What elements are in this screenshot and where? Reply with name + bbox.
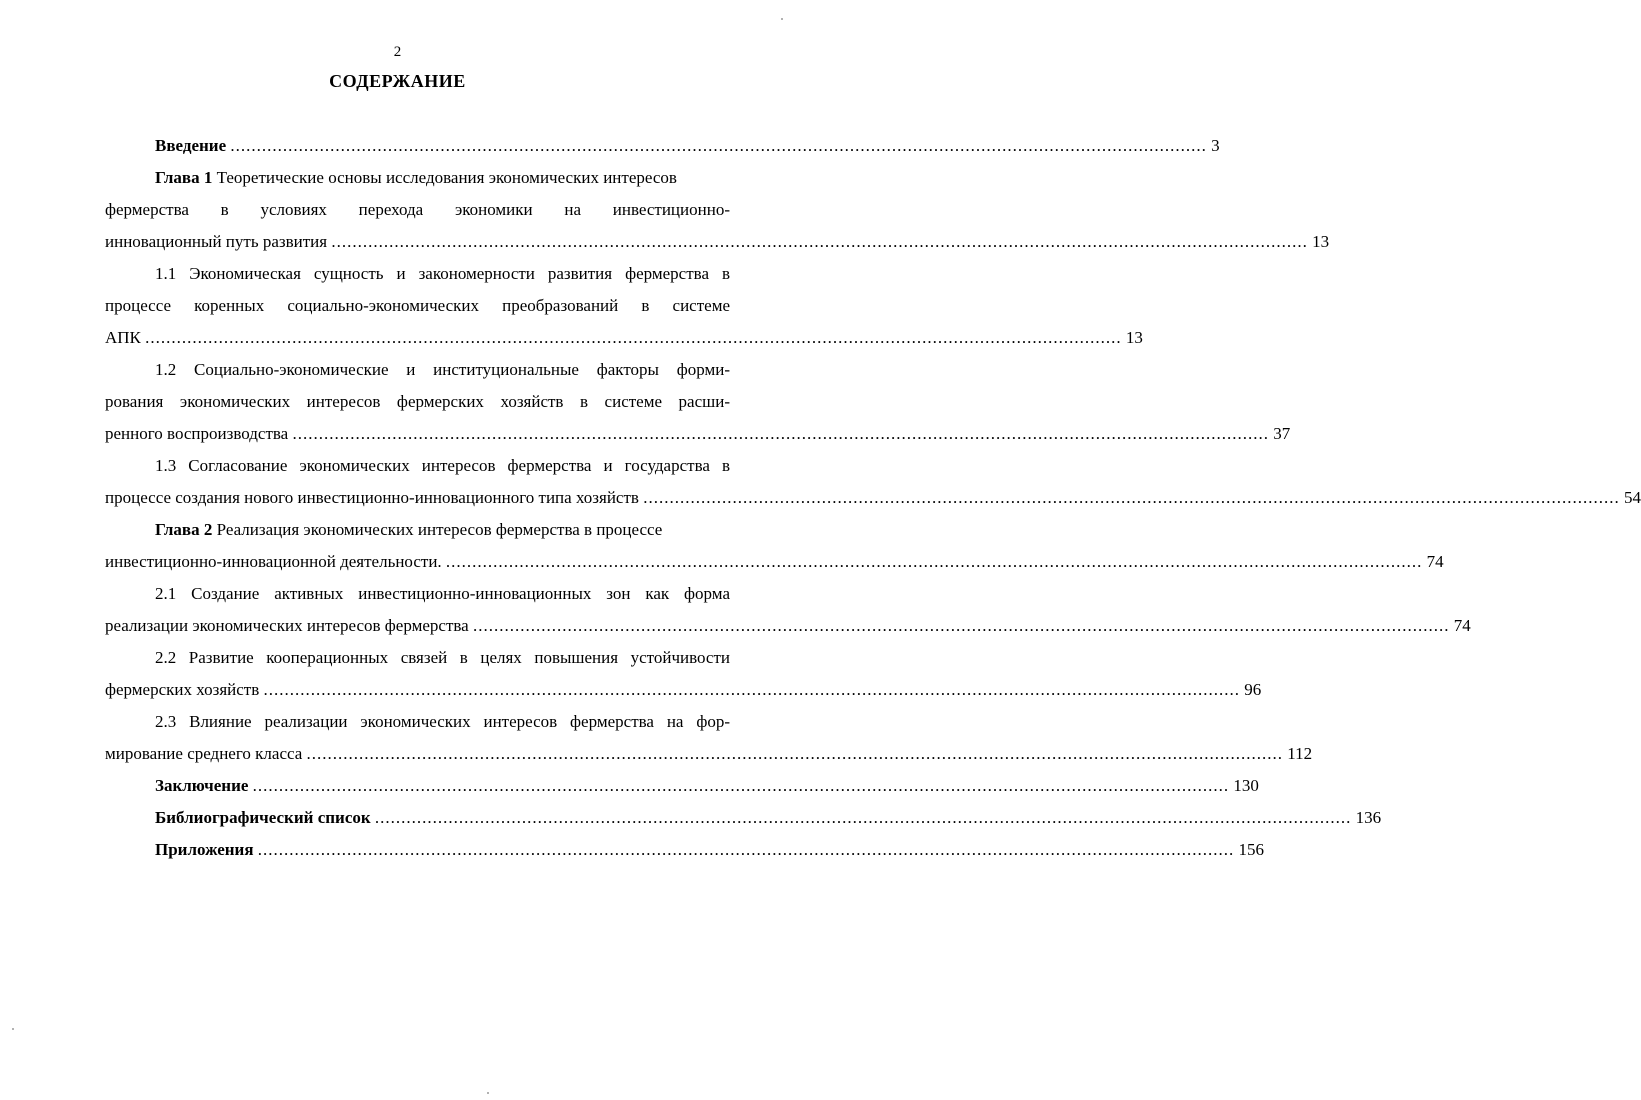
toc-entry-section-1-1: [105, 258, 1143, 354]
dot-leader: [446, 552, 1423, 571]
toc-text: рования экономических интересов фермерских хозяйств в системе расши-: [105, 392, 730, 411]
toc-page: 156: [1238, 840, 1265, 859]
toc-text: инновационный путь развития: [105, 232, 332, 251]
toc-text: 2.2 Развитие кооперационных связей в целях повышения устойчивости: [155, 648, 730, 667]
toc-page: 13: [1312, 232, 1330, 251]
toc-text: Реализация экономических интересов фермерства в процессе: [216, 520, 663, 539]
toc-entry-chapter-1: [105, 162, 1330, 258]
toc-page: 54: [1623, 488, 1641, 507]
toc-text: мирование среднего класса: [105, 744, 303, 763]
dot-leader: [331, 232, 1308, 251]
toc-text: фермерства в условиях перехода экономики на инвестиционно-: [105, 200, 730, 219]
toc-page: 136: [1355, 808, 1382, 827]
toc-entry-section-2-3: [105, 706, 1313, 770]
toc-label: Библиографический список: [155, 808, 371, 827]
toc-page: 13: [1125, 328, 1143, 347]
scan-speck: [487, 1092, 489, 1094]
toc-text: процессе создания нового инвестиционно-инновационного типа хозяйств: [105, 488, 639, 507]
toc-entry-section-1-2: [105, 354, 1291, 450]
toc-page: 37: [1273, 424, 1291, 443]
toc-page: 3: [1211, 136, 1220, 155]
toc-label: Приложения: [155, 840, 254, 859]
chapter-label: Глава 2: [155, 520, 213, 539]
toc-text: инвестиционно-инновационной деятельности.: [105, 552, 446, 571]
toc-text: Теоретические основы исследования экономических интересов: [216, 168, 677, 187]
toc-entry-section-1-3: [105, 450, 1641, 514]
dot-leader: [145, 328, 1122, 347]
dot-leader: [375, 808, 1352, 827]
table-of-contents: [105, 130, 1641, 866]
toc-text: АПК: [105, 328, 141, 347]
dot-leader: [473, 616, 1450, 635]
scan-speck: [12, 1028, 14, 1030]
toc-entry-bibliography: [105, 802, 1382, 834]
dot-leader: [253, 776, 1230, 795]
toc-text: фермерских хозяйств: [105, 680, 260, 699]
dot-leader: [292, 424, 1269, 443]
toc-text: реализации экономических интересов фермерства: [105, 616, 469, 635]
toc-entry-chapter-2: [105, 514, 1444, 578]
chapter-label: Глава 1: [155, 168, 213, 187]
toc-text: 2.1 Создание активных инвестиционно-инновационных зон как форма: [155, 584, 730, 603]
dot-leader: [230, 136, 1207, 155]
toc-page: 74: [1426, 552, 1444, 571]
toc-page: 130: [1233, 776, 1259, 795]
toc-text: 1.2 Социально-экономические и институциональные факторы форми-: [155, 360, 730, 379]
dot-leader: [258, 840, 1235, 859]
dot-leader: [264, 680, 1241, 699]
toc-label: Заключение: [155, 776, 249, 795]
toc-text: процессе коренных социально-экономических преобразований в системе: [105, 296, 730, 315]
toc-entry-section-2-1: [105, 578, 1471, 642]
toc-page: 96: [1244, 680, 1262, 699]
toc-text: ренного воспроизводства: [105, 424, 289, 443]
dot-leader: [307, 744, 1284, 763]
toc-entry-appendix: [105, 834, 1265, 866]
toc-entry-conclusion: [105, 770, 1259, 802]
page-number: 2: [393, 44, 402, 60]
scan-speck: [781, 18, 783, 20]
toc-label: Введение: [155, 136, 227, 155]
toc-page: 74: [1453, 616, 1471, 635]
toc-text: 2.3 Влияние реализации экономических интересов фермерства на фор-: [155, 712, 730, 731]
dot-leader: [643, 488, 1620, 507]
toc-entry-introduction: [105, 130, 1220, 162]
toc-entry-section-2-2: [105, 642, 1262, 706]
toc-text: 1.3 Согласование экономических интересов фермерства и государства в: [155, 456, 730, 475]
page-title: СОДЕРЖАНИЕ: [329, 71, 466, 91]
toc-text: 1.1 Экономическая сущность и закономерности развития фермерства в: [155, 264, 730, 283]
toc-page: 112: [1287, 744, 1313, 763]
